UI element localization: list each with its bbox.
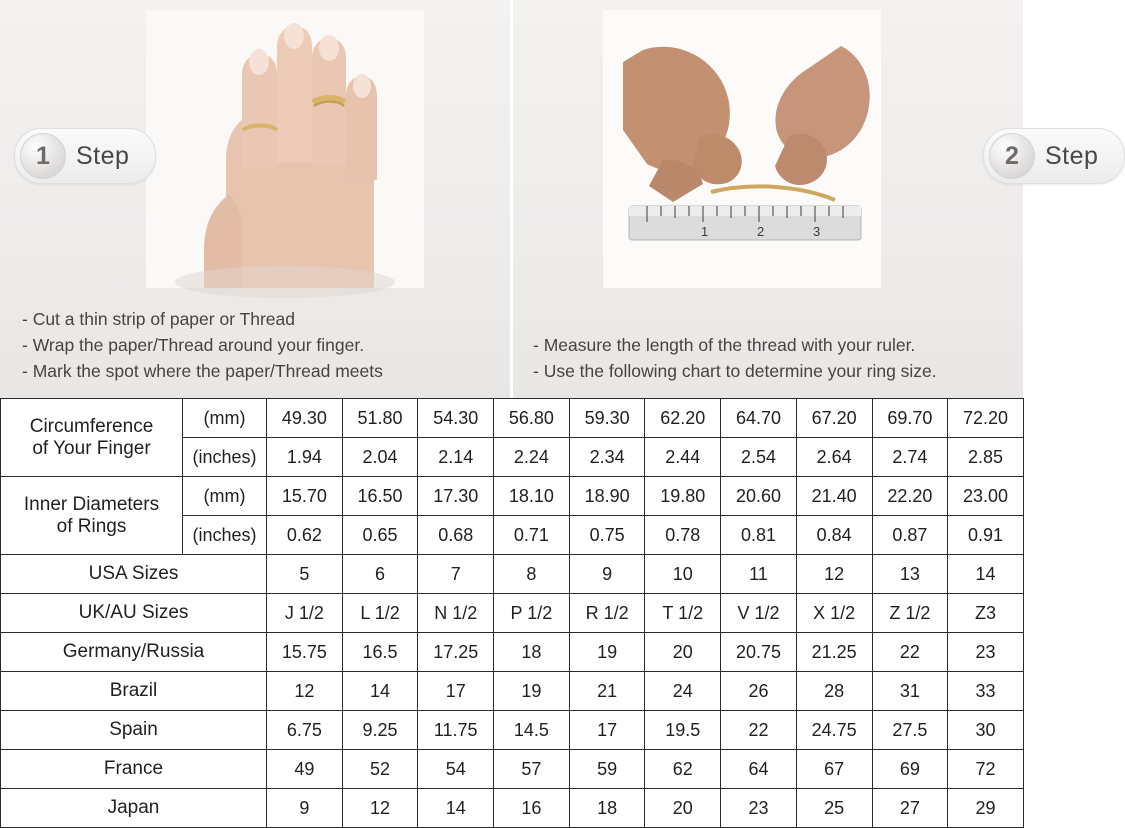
cell: 21.40 <box>796 477 872 516</box>
cell: 13 <box>872 555 948 594</box>
table-row <box>1 399 1024 438</box>
cell: 62.20 <box>645 399 721 438</box>
cell: 67 <box>796 750 872 789</box>
cell: J 1/2 <box>267 594 343 633</box>
step-1-instructions <box>22 306 500 384</box>
cell: 16.50 <box>342 477 418 516</box>
row-label-line2: of Rings <box>56 515 127 537</box>
row-label-uk-au-sizes: UK/AU Sizes <box>1 594 267 633</box>
cell: R 1/2 <box>569 594 645 633</box>
cell: 64 <box>721 750 797 789</box>
cell: 12 <box>342 789 418 828</box>
cell: 27 <box>872 789 948 828</box>
cell: 64.70 <box>721 399 797 438</box>
svg-text:1: 1 <box>701 224 709 239</box>
cell: 22.20 <box>872 477 948 516</box>
cell: 0.71 <box>494 516 570 555</box>
cell: 31 <box>872 672 948 711</box>
cell: 0.81 <box>721 516 797 555</box>
hand-measuring-thread-illustration <box>603 10 881 288</box>
cell: 19.80 <box>645 477 721 516</box>
cell: 2.64 <box>796 438 872 477</box>
cell: 21.25 <box>796 633 872 672</box>
step-2-bullet-2: - Use the following chart to determine your ring size. <box>533 361 937 381</box>
cell: 49.30 <box>267 399 343 438</box>
cell: 19 <box>494 672 570 711</box>
row-label-brazil: Brazil <box>1 672 267 711</box>
cell: 69 <box>872 750 948 789</box>
step-1-photo <box>146 10 424 288</box>
cell: P 1/2 <box>494 594 570 633</box>
row-label-usa-sizes: USA Sizes <box>1 555 267 594</box>
cell: 2.24 <box>494 438 570 477</box>
table-row <box>1 477 1024 516</box>
cell: 14.5 <box>494 711 570 750</box>
cell: 9 <box>569 555 645 594</box>
cell: 51.80 <box>342 399 418 438</box>
cell: 2.85 <box>948 438 1024 477</box>
step-1-bullet-3: - Mark the spot where the paper/Thread meets <box>22 361 383 381</box>
instruction-steps <box>0 0 1099 398</box>
cell: 20 <box>645 789 721 828</box>
cell: 20.60 <box>721 477 797 516</box>
cell: 19 <box>569 633 645 672</box>
cell: 18.90 <box>569 477 645 516</box>
cell: 2.74 <box>872 438 948 477</box>
svg-text:3: 3 <box>813 224 821 239</box>
table-row <box>1 555 1024 594</box>
step-2-panel <box>513 0 1099 398</box>
table-row <box>1 633 1024 672</box>
cell: 9 <box>267 789 343 828</box>
cell: 56.80 <box>494 399 570 438</box>
step-2-instructions <box>533 332 1013 384</box>
cell: 30 <box>948 711 1024 750</box>
hand-with-thread-illustration <box>146 10 424 288</box>
cell: 18 <box>569 789 645 828</box>
step-1-label: Step <box>76 141 130 170</box>
cell: 27.5 <box>872 711 948 750</box>
table-row <box>1 789 1024 828</box>
cell: 22 <box>721 711 797 750</box>
cell: 21 <box>569 672 645 711</box>
row-unit: (mm) <box>183 477 267 516</box>
cell: 15.75 <box>267 633 343 672</box>
row-label-france: France <box>1 750 267 789</box>
cell: 33 <box>948 672 1024 711</box>
cell: 17.25 <box>418 633 494 672</box>
cell: 57 <box>494 750 570 789</box>
cell: 2.04 <box>342 438 418 477</box>
cell: 23.00 <box>948 477 1024 516</box>
cell: 6 <box>342 555 418 594</box>
row-label-circumference <box>1 399 183 477</box>
table-row <box>1 750 1024 789</box>
cell: 5 <box>267 555 343 594</box>
cell: 67.20 <box>796 399 872 438</box>
cell: 29 <box>948 789 1024 828</box>
step-2-label: Step <box>1045 141 1099 170</box>
cell: 16.5 <box>342 633 418 672</box>
cell: 11 <box>721 555 797 594</box>
cell: 14 <box>948 555 1024 594</box>
cell: 1.94 <box>267 438 343 477</box>
cell: L 1/2 <box>342 594 418 633</box>
cell: Z3 <box>948 594 1024 633</box>
cell: 18 <box>494 633 570 672</box>
row-unit: (inches) <box>183 516 267 555</box>
cell: N 1/2 <box>418 594 494 633</box>
cell: 25 <box>796 789 872 828</box>
cell: 0.78 <box>645 516 721 555</box>
cell: 0.75 <box>569 516 645 555</box>
cell: 24 <box>645 672 721 711</box>
cell: 2.14 <box>418 438 494 477</box>
cell: 49 <box>267 750 343 789</box>
cell: 2.44 <box>645 438 721 477</box>
cell: 22 <box>872 633 948 672</box>
step-1-bullet-1: - Cut a thin strip of paper or Thread <box>22 309 296 329</box>
table-row <box>1 594 1024 633</box>
cell: 20 <box>645 633 721 672</box>
cell: T 1/2 <box>645 594 721 633</box>
cell: 72.20 <box>948 399 1024 438</box>
table-row <box>1 672 1024 711</box>
ring-size-conversion-table <box>0 398 1024 828</box>
cell: X 1/2 <box>796 594 872 633</box>
cell: 69.70 <box>872 399 948 438</box>
cell: V 1/2 <box>721 594 797 633</box>
cell: 26 <box>721 672 797 711</box>
row-label-line1: Inner Diameters <box>23 493 160 515</box>
cell: 14 <box>418 789 494 828</box>
row-label-inner-diameters <box>1 477 183 555</box>
step-1-badge <box>14 128 156 184</box>
cell: 72 <box>948 750 1024 789</box>
cell: 7 <box>418 555 494 594</box>
cell: 24.75 <box>796 711 872 750</box>
cell: Z 1/2 <box>872 594 948 633</box>
step-2-number: 2 <box>989 133 1035 179</box>
cell: 59.30 <box>569 399 645 438</box>
cell: 11.75 <box>418 711 494 750</box>
cell: 19.5 <box>645 711 721 750</box>
row-label-line2: of Your Finger <box>32 437 151 459</box>
step-2-photo <box>603 10 881 288</box>
row-label-line1: Circumference <box>29 415 154 437</box>
cell: 12 <box>267 672 343 711</box>
cell: 0.91 <box>948 516 1024 555</box>
row-unit: (mm) <box>183 399 267 438</box>
cell: 54.30 <box>418 399 494 438</box>
step-1-panel <box>0 0 513 398</box>
svg-text:2: 2 <box>757 224 765 239</box>
cell: 2.54 <box>721 438 797 477</box>
cell: 0.62 <box>267 516 343 555</box>
cell: 0.87 <box>872 516 948 555</box>
cell: 10 <box>645 555 721 594</box>
cell: 9.25 <box>342 711 418 750</box>
row-unit: (inches) <box>183 438 267 477</box>
step-2-badge <box>983 128 1125 184</box>
cell: 23 <box>721 789 797 828</box>
row-label-spain: Spain <box>1 711 267 750</box>
cell: 52 <box>342 750 418 789</box>
cell: 59 <box>569 750 645 789</box>
cell: 17 <box>418 672 494 711</box>
cell: 23 <box>948 633 1024 672</box>
cell: 12 <box>796 555 872 594</box>
row-label-germany-russia: Germany/Russia <box>1 633 267 672</box>
cell: 15.70 <box>267 477 343 516</box>
cell: 20.75 <box>721 633 797 672</box>
step-1-number: 1 <box>20 133 66 179</box>
cell: 28 <box>796 672 872 711</box>
cell: 0.68 <box>418 516 494 555</box>
step-2-bullet-1: - Measure the length of the thread with your ruler. <box>533 335 916 355</box>
cell: 17.30 <box>418 477 494 516</box>
cell: 6.75 <box>267 711 343 750</box>
cell: 16 <box>494 789 570 828</box>
cell: 0.65 <box>342 516 418 555</box>
cell: 18.10 <box>494 477 570 516</box>
cell: 62 <box>645 750 721 789</box>
cell: 2.34 <box>569 438 645 477</box>
cell: 17 <box>569 711 645 750</box>
row-label-japan: Japan <box>1 789 267 828</box>
cell: 54 <box>418 750 494 789</box>
cell: 14 <box>342 672 418 711</box>
cell: 0.84 <box>796 516 872 555</box>
cell: 8 <box>494 555 570 594</box>
table-row <box>1 711 1024 750</box>
step-1-bullet-2: - Wrap the paper/Thread around your finger. <box>22 335 365 355</box>
